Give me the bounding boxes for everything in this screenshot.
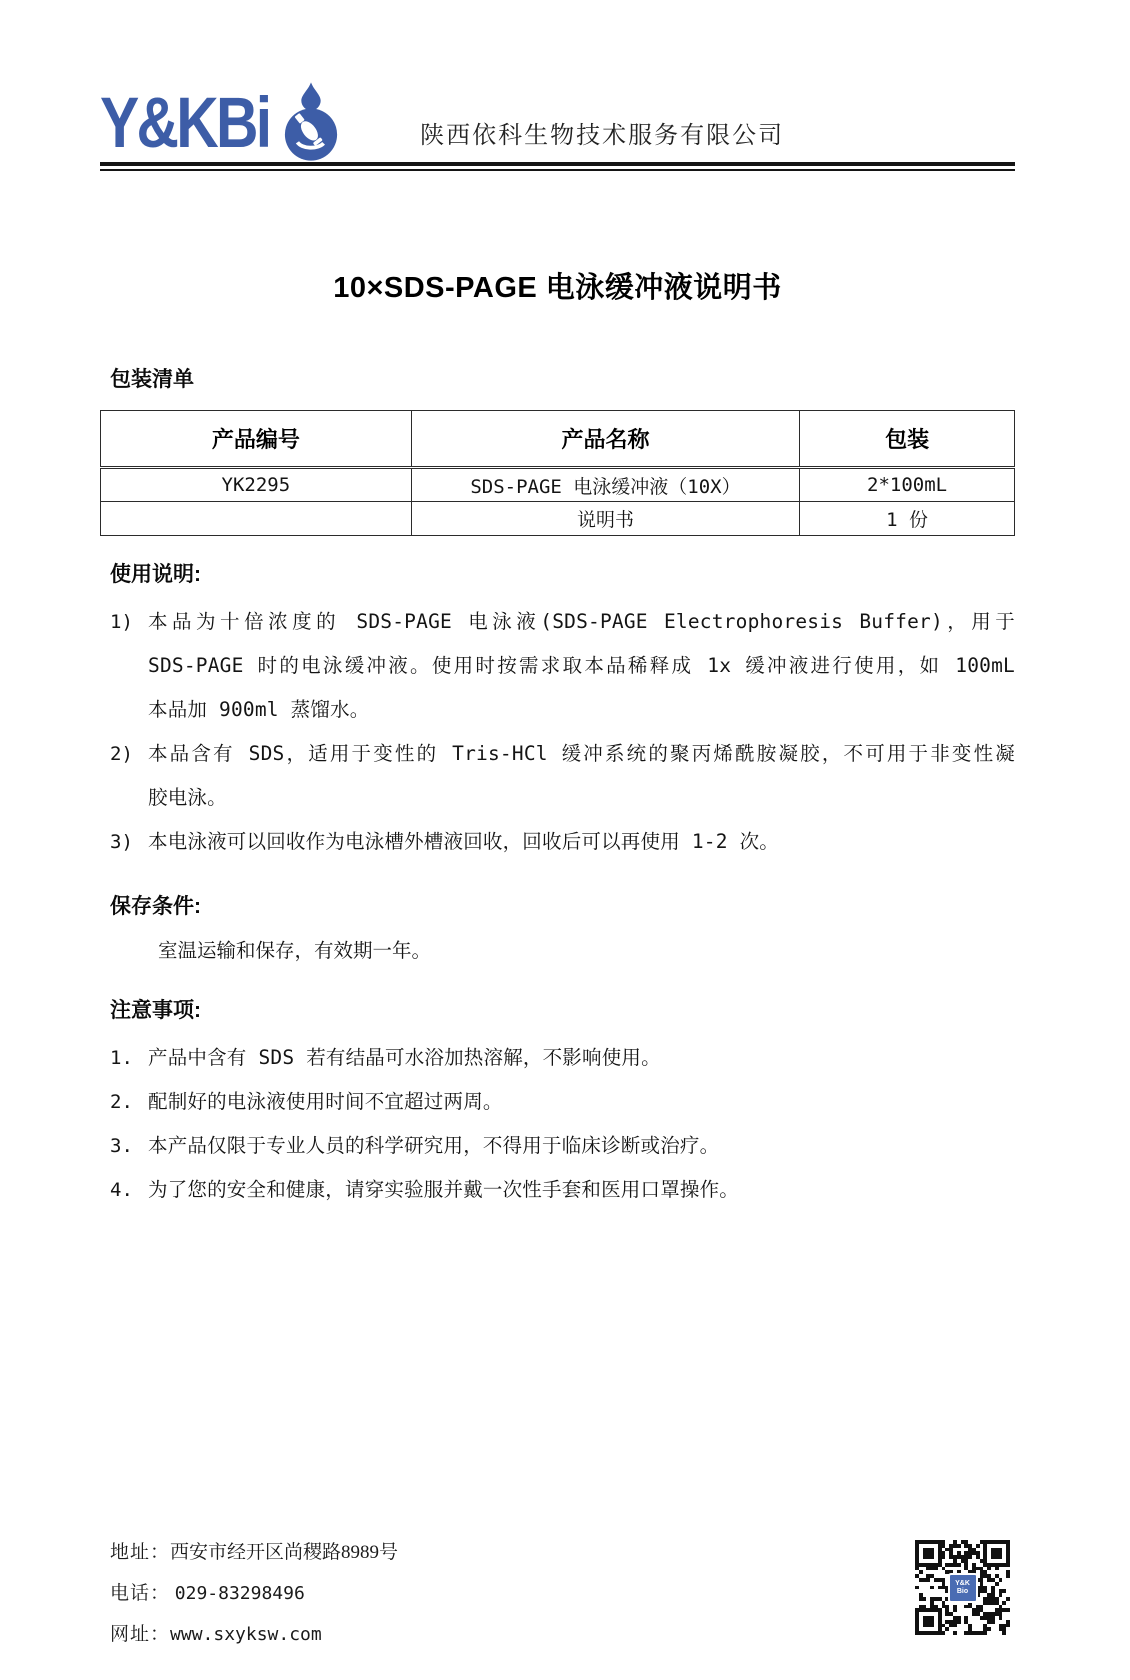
footer-contact	[110, 1532, 398, 1655]
usage-item	[110, 732, 1015, 820]
notes-item	[110, 1036, 1015, 1080]
cell-product-code	[101, 502, 412, 536]
packing-table	[100, 410, 1015, 536]
notes-item	[110, 1124, 1015, 1168]
notes-item	[110, 1168, 1015, 1212]
web-label: 网址：	[110, 1624, 171, 1645]
header-rule	[100, 162, 1015, 171]
cell-package: 2*100mL	[800, 468, 1015, 502]
address-label: 地址：	[110, 1542, 171, 1563]
item-line: 为了您的安全和健康，请穿实验服并戴一次性手套和医用口罩操作。	[148, 1178, 740, 1201]
notes-list	[100, 1036, 1015, 1212]
item-line: 本品含有 SDS，适用于变性的 Tris-HCl 缓冲系统的聚丙烯酰胺凝胶，不可用于非变性凝	[148, 742, 1015, 765]
document-page	[0, 82, 1130, 1212]
item-marker: 2.	[110, 1091, 133, 1113]
address-value: 西安市经开区尚稷路8989号	[170, 1542, 399, 1563]
cell-product-code: YK2295	[101, 468, 412, 502]
item-marker: 3)	[110, 831, 133, 853]
phone-value: 029-83298496	[174, 1583, 305, 1604]
qr-center-logo: Y&K Bio	[948, 1573, 978, 1603]
item-line: 本品加 900ml 蒸馏水。	[148, 698, 370, 721]
usage-list	[100, 600, 1015, 864]
storage-heading: 保存条件:	[110, 895, 201, 918]
item-line: 产品中含有 SDS 若有结晶可水浴加热溶解，不影响使用。	[148, 1046, 661, 1069]
usage-heading: 使用说明:	[110, 563, 201, 586]
notes-heading: 注意事项:	[110, 999, 201, 1022]
table-header-row	[101, 411, 1015, 468]
company-name: 陕西依科生物技术服务有限公司	[420, 123, 785, 149]
qr-code	[915, 1540, 1010, 1635]
logo-text: Y&KBi	[100, 81, 270, 163]
header	[100, 81, 1015, 163]
phone-label: 电话：	[110, 1583, 171, 1604]
cell-product-name: 说明书	[411, 502, 799, 536]
item-marker: 1.	[110, 1047, 133, 1069]
cell-product-name: SDS-PAGE 电泳缓冲液（10X）	[411, 468, 799, 502]
item-line: 本电泳液可以回收作为电泳槽外槽液回收，回收后可以再使用 1-2 次。	[148, 830, 780, 853]
item-line: SDS-PAGE 时的电泳缓冲液。使用时按需求取本品稀释成 1x 缓冲液进行使用，如 100mL	[148, 654, 1015, 677]
item-line: 本品为十倍浓度的 SDS-PAGE 电泳液(SDS-PAGE Electrophoresis Buffer)，用于	[148, 610, 1015, 633]
item-line: 配制好的电泳液使用时间不宜超过两周。	[148, 1090, 503, 1113]
item-marker: 3.	[110, 1135, 133, 1157]
notes-item	[110, 1080, 1015, 1124]
col-header-product-name: 产品名称	[411, 411, 799, 468]
web-row	[110, 1614, 398, 1655]
item-line: 胶电泳。	[148, 786, 227, 809]
col-header-package: 包装	[800, 411, 1015, 468]
col-header-product-code: 产品编号	[101, 411, 412, 468]
page-title: 10×SDS-PAGE 电泳缓冲液说明书	[333, 272, 782, 304]
table-row	[101, 502, 1015, 536]
address-row	[110, 1532, 398, 1573]
item-marker: 1)	[110, 611, 133, 633]
usage-item	[110, 820, 1015, 864]
storage-text: 室温运输和保存，有效期一年。	[158, 939, 432, 962]
item-line: 本产品仅限于专业人员的科学研究用，不得用于临床诊断或治疗。	[148, 1134, 720, 1157]
company-logo	[100, 81, 340, 163]
table-row	[101, 468, 1015, 502]
cell-package: 1 份	[800, 502, 1015, 536]
microscope-logo-icon	[282, 82, 340, 162]
droplet-icon	[301, 82, 320, 110]
item-marker: 2)	[110, 743, 133, 765]
item-marker: 4.	[110, 1179, 133, 1201]
usage-item	[110, 600, 1015, 732]
phone-row	[110, 1573, 398, 1614]
packing-list-heading: 包装清单	[110, 368, 194, 391]
web-value: www.sxyksw.com	[170, 1624, 322, 1645]
